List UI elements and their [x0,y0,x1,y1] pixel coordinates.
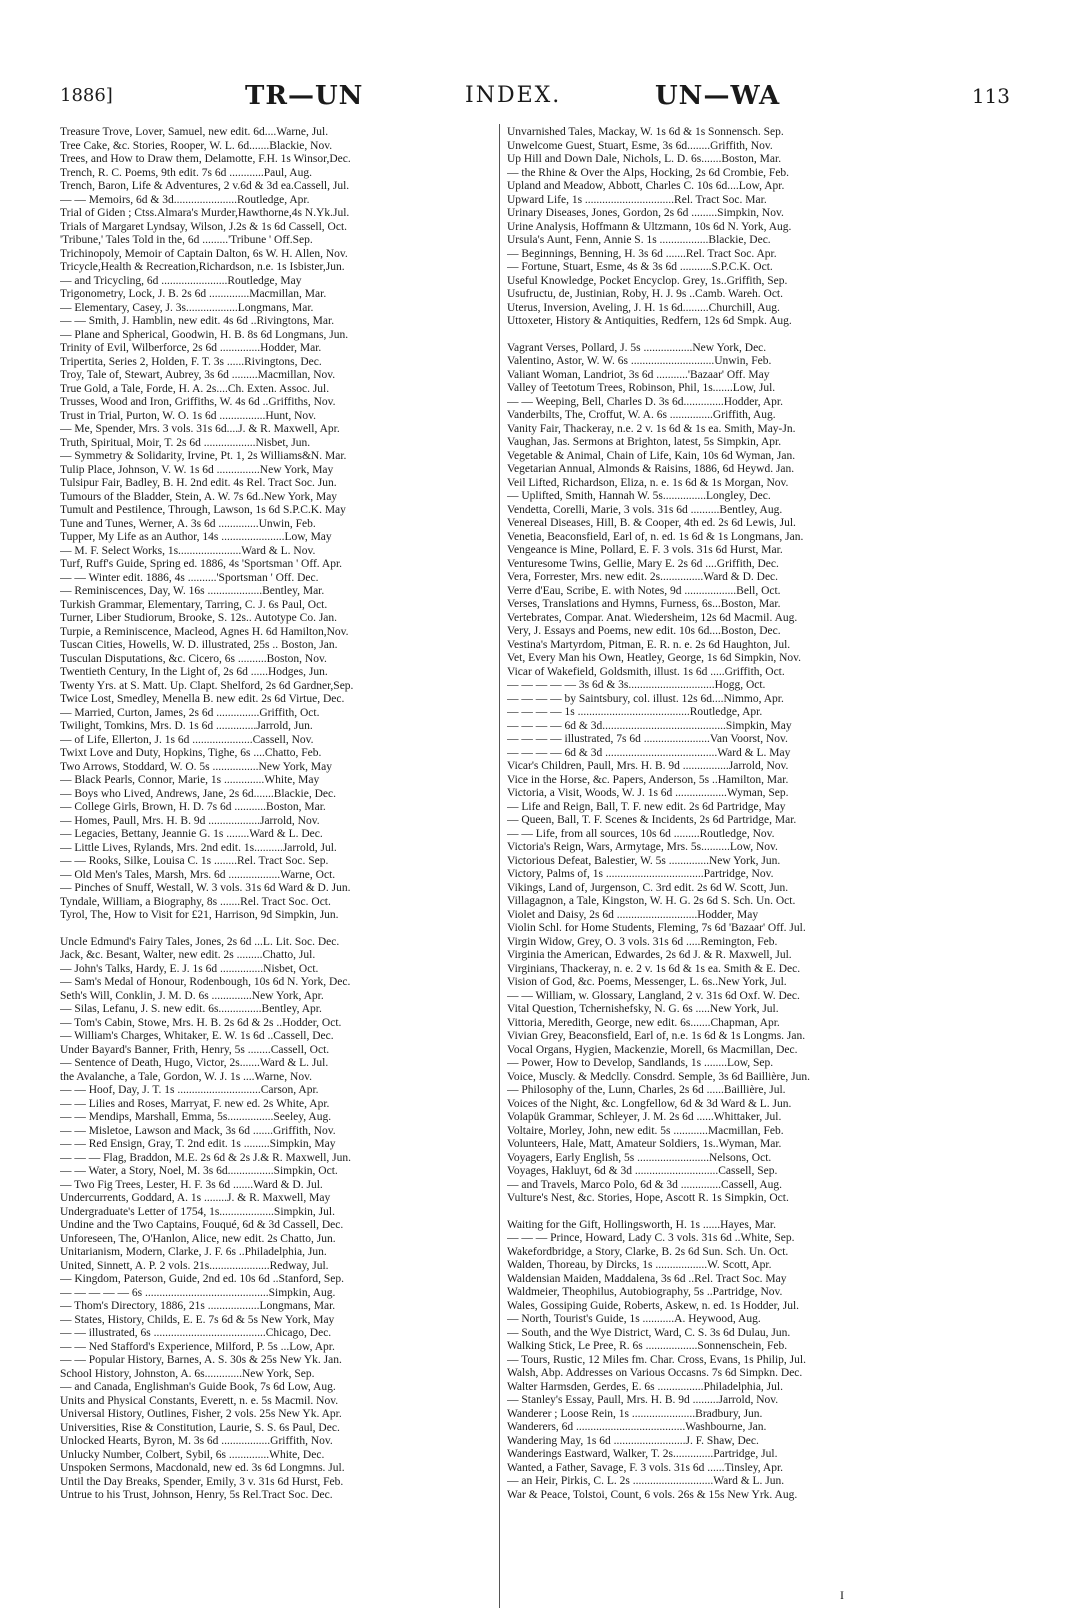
index-entry: Venetia, Beaconsfield, Earl of, n. ed. 1s 6d & 1s Longmans, Jan. [507,530,804,543]
index-entry: Tusculan Disputations, &c. Cicero, 6s ..........Boston, Nov. [60,652,327,665]
index-entry: Units and Physical Constants, Everett, n. e. 5s Macmil. Nov. [60,1394,339,1407]
index-entry: Voices of the Night, &c. Longfellow, 6d & 3d Ward & L. Jun. [507,1097,792,1110]
index-entry: — Me, Spender, Mrs. 3 vols. 31s 6d....J. & R. Maxwell, Apr. [60,423,340,435]
index-entry: Vaughan, Jas. Sermons at Brighton, latest, 5s Simpkin, Apr. [507,436,782,448]
index-entry: Walden, Thoreau, by Dircks, 1s ..................W. Scott, Apr. [507,1259,772,1271]
index-entry: Voyagers, Early English, 5s .........................Nelsons, Oct. [507,1151,772,1164]
index-entry: Uttoxeter, History & Antiquities, Redfern, 12s 6d Smpk. Aug. [507,315,792,327]
index-entry: Unspoken Sermons, Macdonald, new ed. 3s 6d Longmns. Jul. [60,1462,345,1474]
running-header [60,76,1010,116]
index-entry: School History, Johnston, A. 6s.............New York, Sep. [60,1367,315,1380]
index-entry: Volunteers, Hale, Matt, Amateur Soldiers, 1s..Wyman, Mar. [507,1138,782,1150]
index-entry: Vestina's Martyrdom, Pitman, E. R. n. e. 2s 6d Haughton, Jul. [507,638,791,651]
index-entry: Universities, Rise & Constitution, Laurie, S. S. 6s Paul, Dec. [60,1421,340,1434]
index-entry: Victorious Defeat, Balestier, W. 5s ..............New York, Jun. [507,854,781,867]
index-entry: — Sentence of Death, Hugo, Victor, 2s.......Ward & L. Jul. [60,1057,329,1069]
index-entry: — Philosophy of the, Lunn, Charles, 2s 6d ......Baillière, Jul. [507,1084,786,1096]
index-entry: — Life and Reign, Ball, T. F. new edit. 2s 6d Partridge, May [507,800,786,813]
index-entry: Trial of Giden ; Ctss.Almara's Murder,Hawthorne,4s N.Yk.Jul. [60,207,350,219]
index-entry: Walking Stick, Le Pree, R. 6s ..................Sonnenschein, Feb. [507,1340,788,1352]
index-entry: — Uplifted, Smith, Hannah W. 5s...............Longley, Dec. [507,490,771,502]
header-title: INDEX. [465,83,562,108]
index-entry: the Avalanche, a Tale, Gordon, W. J. 1s ....Warne, Nov. [60,1070,312,1083]
index-entry: Virginia the American, Edwardes, 2s 6d J. & R. Maxwell, Jul. [507,949,792,961]
index-entry: — Legacies, Bettany, Jeannie G. 1s ........Ward & L. Dec. [60,828,323,840]
index-entry: Vendetta, Corelli, Marie, 3 vols. 31s 6d ..........Bentley, Aug. [507,503,783,516]
index-entry: Walter Harmsden, Gerdes, E. 6s ................Philadelphia, Jul. [507,1380,783,1393]
index-entry: — — — Flag, Braddon, M.E. 2s 6d & 2s J.& R. Maxwell, Jun. [60,1151,352,1164]
index-entry: Vicar of Wakefield, Goldsmith, illust. 1s 6d .....Griffith, Oct. [507,665,785,678]
header-right-range: UN—WA [655,81,781,111]
index-entry: Until the Day Breaks, Spender, Emily, 3 v. 31s 6d Hurst, Feb. [60,1475,344,1488]
index-entry: Seth's Will, Conklin, J. M. D. 6s ..............New York, Apr. [60,989,324,1002]
index-entry: Tumult and Pestilence, Through, Lawson, 1s 6d S.P.C.K. May [60,504,346,516]
index-entry: Waiting for the Gift, Hollingsworth, H. 1s ......Hayes, Mar. [507,1218,776,1231]
index-entry: — — Winter edit. 1886, 4s ..........'Sportsman ' Off. Dec. [60,571,319,584]
index-entry: — Kingdom, Paterson, Guide, 2nd ed. 10s 6d ..Stanford, Sep. [60,1273,344,1285]
index-entry: — States, History, Childs, E. E. 7s 6d & 5s New York, May [60,1313,335,1326]
signature-mark: I [840,1588,844,1602]
index-entry: Valley of Teetotum Trees, Robinson, Phil, 1s.......Low, Jul. [507,382,776,394]
index-entry: — and Tricycling, 6d .......................Routledge, May [60,274,302,287]
index-entry: — John's Talks, Hardy, E. J. 1s 6d ...............Nisbet, Oct. [60,962,319,975]
index-entry: Twenty Yrs. at S. Matt. Up. Clapt. Shelford, 2s 6d Gardner,Sep. [60,679,354,692]
index-entry: Urinary Diseases, Jones, Gordon, 2s 6d .........Simpkin, Nov. [507,207,784,219]
index-entry: Wakefordbridge, a Story, Clarke, B. 2s 6d Sun. Sch. Un. Oct. [507,1245,789,1258]
column-divider [499,124,500,1608]
index-entry: Under Bayard's Banner, Frith, Henry, 5s ........Cassell, Oct. [60,1043,330,1056]
index-entry: — — Misletoe, Lawson and Mack, 3s 6d .......Griffith, Nov. [60,1124,336,1137]
index-entry: Trees, and How to Draw them, Delamotte, F.H. 1s Winsor,Dec. [60,153,351,165]
index-entry: Tuscan Cities, Howells, W. D. illustrated, 25s .. Boston, Jan. [60,639,338,651]
index-entry: Vegetable & Animal, Chain of Life, Kain, 10s 6d Wyman, Jan. [507,449,796,462]
section-gap [60,923,494,936]
index-entry: — — — — illustrated, 7s 6d .......................Van Voorst, Nov. [507,733,788,745]
index-entry: Wandering May, 1s 6d .........................J. F. Shaw, Dec. [507,1434,759,1447]
index-entry: Villagagnon, a Tale, Kingston, W. H. G. 2s 6d S. Sch. Un. Oct. [507,895,796,907]
index-entry: Tulip Place, Johnson, V. W. 1s 6d ...............New York, May [60,463,334,476]
index-entry: — Sam's Medal of Honour, Rodenbough, 10s 6d N. York, Dec. [60,976,351,988]
index-entry: — — Mendips, Marshall, Emma, 5s................Seeley, Aug. [60,1111,332,1123]
index-entry: — Tours, Rustic, 12 Miles fm. Char. Cross, Evans, 1s Philip, Jul. [507,1353,806,1366]
index-entry: — — Memoirs, 6d & 3d......................Routledge, Apr. [60,193,310,206]
index-entry: Useful Knowledge, Pocket Encyclop. Grey, 1s..Griffith, Sep. [507,274,788,287]
index-entry: Volapük Grammar, Schleyer, J. M. 2s 6d ......Whittaker, Jul. [507,1111,782,1123]
index-entry: — — Water, a Story, Noel, M. 3s 6d................Simpkin, Oct. [60,1165,338,1177]
index-entry: — and Travels, Marco Polo, 6d & 3d ..............Cassell, Aug. [507,1178,783,1191]
index-entry: — Boys who Lived, Andrews, Jane, 2s 6d.......Blackie, Dec. [60,787,336,800]
index-entry: — of Life, Ellerton, J. 1s 6d .....................Cassell, Nov. [60,733,314,746]
index-entry: Tupper, My Life as an Author, 14s ......................Low, May [60,531,332,543]
index-entry: Two Arrows, Stoddard, W. O. 5s ................New York, May [60,760,333,773]
section-gap [507,1206,941,1219]
index-entry: Unwelcome Guest, Stuart, Esme, 3s 6d........Griffith, Nov. [507,139,773,152]
index-entry: — Thom's Directory, 1886, 21s ..................Longmans, Mar. [60,1300,336,1312]
index-entry: Usufructu, de, Justinian, Roby, H. J. 9s ..Camb. Wareh. Oct. [507,288,783,300]
index-entry: Venturesome Twins, Gellie, Mary E. 2s 6d ....Griffith, Dec. [507,557,779,570]
index-entry: Waldmeier, Theophilus, Autobiography, 5s ..Partridge, Nov. [507,1286,783,1298]
page-number: 113 [971,84,1010,108]
header-left-range: TR—UN [245,81,364,111]
index-entry: Turner, Liber Studiorum, Brooke, S. 12s.. Autotype Co. Jan. [60,612,338,624]
index-entry: — — — — — 3s 6d & 3s..............................Hogg, Oct. [507,679,766,691]
index-entry: — Black Pearls, Connor, Marie, 1s ..............White, May [60,774,320,786]
index-entry: — Symmetry & Solidarity, Irvine, Pt. 1, 2s Williams&N. Mar. [60,450,347,462]
index-entry: Upward Life, 1s ...............................Rel. Tract Soc. Mar. [507,193,767,206]
index-entry: Veil Lifted, Richardson, Eliza, n. e. 1s 6d & 1s Morgan, Nov. [507,476,789,489]
index-entry: — an Heir, Pirkis, C. L. 2s ............................Ward & L. Jun. [507,1475,785,1487]
index-entry: Vivian Grey, Beaconsfield, Earl of, n.e. 1s 6d & 1s Longms. Jan. [507,1030,806,1042]
index-entry: — Fortune, Stuart, Esme, 4s & 3s 6d ...........S.P.C.K. Oct. [507,261,773,273]
index-entry: — the Rhine & Over the Alps, Hocking, 2s 6d Crombie, Feb. [507,166,790,179]
index-entry: Unlocked Hearts, Byron, M. 3s 6d .................Griffith, Nov. [60,1435,333,1447]
index-entry: Wanderer ; Loose Rein, 1s ......................Bradbury, Jun. [507,1407,763,1420]
index-entry: — M. F. Select Works, 1s......................Ward & L. Nov. [60,544,316,557]
index-entry: Trusses, Wood and Iron, Griffiths, W. 4s 6d ..Griffiths, Nov. [60,396,336,408]
index-entry: Twilight, Tomkins, Mrs. D. 1s 6d ..............Jarrold, Jun. [60,720,313,732]
index-entry: Treasure Trove, Lover, Samuel, new edit. 6d....Warne, Jul. [60,126,329,138]
index-entry: — Plane and Spherical, Goodwin, H. B. 8s 6d Longmans, Jun. [60,328,349,341]
index-entry: United, Sinnett, A. P. 2 vols. 21s.....................Redway, Jul. [60,1259,329,1272]
index-entry: Trials of Margaret Lyndsay, Wilson, J.2s & 1s 6d Cassell, Oct. [60,220,348,233]
index-entry: — Tom's Cabin, Stowe, Mrs. H. B. 2s 6d & 2s ..Hodder, Oct. [60,1016,342,1029]
index-entry: Tumours of the Bladder, Stein, A. W. 7s 6d..New York, May [60,490,338,503]
index-entry: Jack, &c. Besant, Walter, new edit. 2s .........Chatto, Jul. [60,949,316,961]
index-entry: Vanity Fair, Thackeray, n.e. 2 v. 1s 6d & 1s ea. Smith, May-Jn. [507,422,796,435]
index-entry: Truth, Spiritual, Moir, T. 2s 6d ..................Nisbet, Jun. [60,436,311,449]
index-entry: — — Ned Stafford's Experience, Milford, P. 5s ...Low, Apr. [60,1340,335,1353]
index-entry: Voltaire, Morley, John, new edit. 5s ............Macmillan, Feb. [507,1124,784,1137]
index-entry: — Reminiscences, Day, W. 16s ...................Bentley, Mar. [60,585,325,597]
index-entry: — William's Charges, Whitaker, E. W. 1s 6d ..Cassell, Dec. [60,1030,334,1042]
index-entry: Tricycle,Health & Recreation,Richardson, n.e. 1s Isbister,Jun. [60,261,345,273]
index-entry: — — illustrated, 6s .......................................Chicago, Dec. [60,1327,332,1339]
index-entry: Turf, Ruff's Guide, Spring ed. 1886, 4s 'Sportsman ' Off. Apr. [60,558,343,570]
index-entry: Unforeseen, The, O'Hanlon, Alice, new edit. 2s Chatto, Jun. [60,1232,336,1245]
index-entry: — Queen, Ball, T. F. Scenes & Incidents, 2s 6d Partridge, Mar. [507,814,797,826]
index-entry: Tune and Tunes, Werner, A. 3s 6d ..............Unwin, Feb. [60,517,316,530]
section-gap [507,329,941,342]
index-entry: Verses, Translations and Hymns, Furness, 6s...Boston, Mar. [507,598,781,610]
index-entry: Uterus, Inversion, Aveling, J. H. 1s 6d.........Churchill, Aug. [507,301,780,314]
index-entry: — — — — 6d & 3d .......................................Ward & L. May [507,746,791,759]
header-year: 1886] [60,85,113,106]
index-entry: Vengeance is Mine, Pollard, E. F. 3 vols. 31s 6d Hurst, Mar. [507,544,783,556]
index-entry: — — Life, from all sources, 10s 6d .........Routledge, Nov. [507,827,775,840]
index-entry: — — Weeping, Bell, Charles D. 3s 6d..............Hodder, Apr. [507,395,783,408]
index-entry: Untrue to his Trust, Johnson, Henry, 5s Rel.Tract Soc. Dec. [60,1489,333,1501]
index-entry: — College Girls, Brown, H. D. 7s 6d ...........Boston, Mar. [60,801,326,813]
index-entry: Vice in the Horse, &c. Papers, Anderson, 5s ..Hamilton, Mar. [507,773,789,786]
index-entry: Vision of God, &c. Poems, Messenger, L. 6s..New York, Jul. [507,976,787,988]
index-entry: Valentino, Astor, W. W. 6s .............................Unwin, Feb. [507,355,772,367]
index-entry: Tripertita, Series 2, Holden, F. T. 3s ......Rivingtons, Dec. [60,355,322,368]
index-entry: Vegetarian Annual, Almonds & Raisins, 1886, 6d Heywd. Jan. [507,463,795,475]
index-entry: Wales, Gossiping Guide, Roberts, Askew, n. ed. 1s Hodder, Jul. [507,1299,800,1312]
index-entry: Tulsipur Fair, Badley, B. H. 2nd edit. 4s Rel. Tract Soc. Jun. [60,477,337,489]
index-entry: Vet, Every Man his Own, Heatley, George, 1s 6d Simpkin, Nov. [507,652,802,664]
index-entry: Trigonometry, Lock, J. B. 2s 6d ..............Macmillan, Mar. [60,288,327,300]
index-entry: Trench, Baron, Life & Adventures, 2 v.6d & 3d ea.Cassell, Jul. [60,180,350,192]
index-entry: Trinity of Evil, Wilberforce, 2s 6d ..............Hodder, Mar. [60,342,322,354]
index-entry: — Pinches of Snuff, Westall, W. 3 vols. 31s 6d Ward & D. Jun. [60,882,351,894]
index-entry: Wanted, a Father, Savage, F. 3 vols. 31s 6d ......Tinsley, Apr. [507,1461,784,1474]
index-entry: — — — Prince, Howard, Lady C. 3 vols. 31s 6d ..White, Sep. [507,1232,795,1244]
index-entry: Universal History, Outlines, Fisher, 2 vols. 25s New Yk. Apr. [60,1408,342,1420]
index-entry: Vagrant Verses, Pollard, J. 5s .................New York, Dec. [507,341,767,354]
index-entry: Unvarnished Tales, Mackay, W. 1s 6d & 1s Sonnensch. Sep. [507,126,784,138]
right-index-column [507,126,941,1502]
index-entry: — Homes, Paull, Mrs. H. B. 9d ..................Jarrold, Nov. [60,814,320,827]
index-entry: Undine and the Two Captains, Fouqué, 6d & 3d Cassell, Dec. [60,1219,344,1231]
index-entry: Waldensian Maiden, Maddalena, 3s 6d ..Rel. Tract Soc. May [507,1272,787,1285]
index-entry: — — Hoof, Day, J. T. 1s .............................Carson, Apr. [60,1084,319,1096]
index-entry: Urine Analysis, Hoffmann & Ultzmann, 10s 6d N. York, Aug. [507,220,792,233]
index-entry: Wanderers, 6d ......................................Washbourne, Jan. [507,1421,767,1433]
index-entry: — North, Tourist's Guide, 1s ...........A. Heywood, Aug. [507,1313,761,1325]
index-entry: Trench, R. C. Poems, 9th edit. 7s 6d ............Paul, Aug. [60,166,312,179]
index-entry: Tree Cake, &c. Stories, Rooper, W. L. 6d.......Blackie, Nov. [60,139,333,152]
index-entry: — — — — 1s .......................................Routledge, Apr. [507,706,763,718]
index-entry: Voyages, Hakluyt, 6d & 3d .............................Cassell, Sep. [507,1165,778,1177]
index-entry: Vertebrates, Compar. Anat. Wiedersheim, 12s 6d Macmil. Aug. [507,611,798,624]
index-entry: Wanderings Eastward, Walker, T. 2s..............Partridge, Jul. [507,1448,778,1460]
index-entry: Virginians, Thackeray, n. e. 2 v. 1s 6d & 1s ea. Smith & E. Dec. [507,962,801,975]
index-entry: Victoria, a Visit, Woods, W. J. 1s 6d ..................Wyman, Sep. [507,787,789,799]
index-entry: Voice, Muscly. & Medclly. Consdrd. Semple, 3s 6d Baillière, Jun. [507,1070,811,1083]
index-entry: Vicar's Children, Paull, Mrs. H. B. 9d ................Jarrold, Nov. [507,760,789,772]
index-entry: Violet and Daisy, 2s 6d ............................Hodder, May [507,908,759,921]
index-entry: War & Peace, Tolstoi, Count, 6 vols. 26s & 15s New Yrk. Aug. [507,1488,798,1501]
index-entry: Unitarianism, Modern, Clarke, J. F. 6s ..Philadelphia, Jun. [60,1246,327,1258]
index-entry: — and Canada, Englishman's Guide Book, 7s 6d Low, Aug. [60,1381,336,1393]
index-entry: Vera, Forrester, Mrs. new edit. 2s...............Ward & D. Dec. [507,571,779,583]
index-entry: Violin Schl. for Home Students, Fleming, 7s 6d 'Bazaar' Off. Jul. [507,922,806,934]
index-entry: Uncle Edmund's Fairy Tales, Jones, 2s 6d ...L. Lit. Soc. Dec. [60,935,340,948]
index-entry: — — — — 6d & 3d...........................................Simpkin, May [507,719,792,732]
index-entry: Tyrol, The, How to Visit for £21, Harrison, 9d Simpkin, Jun. [60,909,339,921]
index-entry: — Two Fig Trees, Lester, H. F. 3s 6d .......Ward & D. Jul. [60,1178,323,1191]
index-entry: True Gold, a Tale, Forde, H. A. 2s....Ch. Exten. Assoc. Jul. [60,382,330,395]
index-entry: Virgin Widow, Grey, O. 3 vols. 31s 6d .....Remington, Feb. [507,935,778,948]
index-entry: Turkish Grammar, Elementary, Tarring, C. J. 6s Paul, Oct. [60,598,328,611]
index-entry: — — Popular History, Barnes, A. S. 30s & 25s New Yk. Jan. [60,1354,342,1366]
index-entry: Turpie, a Reminiscence, Macleod, Agnes H. 6d Hamilton,Nov. [60,625,349,638]
index-entry: Troy, Tale of, Stewart, Aubrey, 3s 6d .........Macmillan, Nov. [60,369,336,381]
index-entry: Upland and Meadow, Abbott, Charles C. 10s 6d....Low, Apr. [507,180,785,192]
index-entry: Twice Lost, Smedley, Menella B. new edit. 2s 6d Virtue, Dec. [60,693,345,705]
index-entry: Victoria's Reign, Wars, Armytage, Mrs. 5s..........Low, Nov. [507,841,778,853]
index-entry: — — Red Ensign, Gray, T. 2nd edit. 1s .........Simpkin, May [60,1138,336,1150]
index-entry: Vocal Organs, Hygien, Mackenzie, Morell, 6s Macmillan, Dec. [507,1043,798,1056]
index-entry: Vulture's Nest, &c. Stories, Hope, Ascott R. 1s Simpkin, Oct. [507,1192,789,1204]
index-entry: 'Tribune,' Tales Told in the, 6d .........'Tribune ' Off.Sep. [60,234,313,246]
index-entry: Very, J. Essays and Poems, new edit. 10s 6d....Boston, Dec. [507,625,781,637]
index-entry: — Power, How to Develop, Sandlands, 1s ........Low, Sep. [507,1057,774,1069]
index-entry: Vanderbilts, The, Croffut, W. A. 6s ...............Griffith, Aug. [507,409,776,421]
index-entry: Vittoria, Meredith, George, new edit. 6s.......Chapman, Apr. [507,1016,780,1029]
index-entry: Walsh, Abp. Addresses on Various Occasns. 7s 6d Simpkn. Dec. [507,1367,803,1379]
index-entry: — — — — — 6s ...........................................Simpkin, Aug. [60,1286,336,1299]
index-entry: Venereal Diseases, Hill, B. & Cooper, 4th ed. 2s 6d Lewis, Jul. [507,517,796,529]
index-entry: — — Rooks, Silke, Louisa C. 1s ........Rel. Tract Soc. Sep. [60,855,329,867]
index-entry: — Married, Curton, James, 2s 6d ...............Griffith, Oct. [60,706,320,719]
index-entry: — — William, w. Glossary, Langland, 2 v. 31s 6d Oxf. W. Dec. [507,989,800,1002]
index-entry: Tyndale, William, a Biography, 8s .......Rel. Tract Soc. Oct. [60,895,331,908]
index-entry: Trust in Trial, Purton, W. O. 1s 6d ................Hunt, Nov. [60,409,317,422]
index-entry: Unlucky Number, Colbert, Sybil, 6s ..............White, Dec. [60,1448,325,1461]
index-entry: Vital Question, Tchernishefsky, N. G. 6s .....New York, Jul. [507,1003,779,1015]
index-entry: Up Hill and Down Dale, Nichols, L. D. 6s.......Boston, Mar. [507,153,782,165]
index-entry: — Elementary, Casey, J. 3s..................Longmans, Mar. [60,301,314,314]
index-entry: Undergraduate's Letter of 1754, 1s...................Simpkin, Jul. [60,1205,335,1218]
index-entry: — Old Men's Tales, Marsh, Mrs. 6d ..................Warne, Oct. [60,868,336,881]
index-entry: Undercurrents, Goddard, A. 1s ........J. & R. Maxwell, May [60,1192,331,1204]
index-entry: Ursula's Aunt, Fenn, Annie S. 1s .................Blackie, Dec. [507,234,771,246]
index-entry: Valiant Woman, Landriot, 3s 6d ...........'Bazaar' Off. May [507,368,770,381]
index-entry: — Silas, Lefanu, J. S. new edit. 6s...............Bentley, Apr. [60,1003,322,1015]
index-entry: Twixt Love and Duty, Hopkins, Tighe, 6s ....Chatto, Feb. [60,747,322,759]
index-entry: Verre d'Eau, Scribe, E. with Notes, 9d ..................Bell, Oct. [507,584,781,597]
index-entry: — — Lilies and Roses, Marryat, F. new ed. 2s White, Apr. [60,1097,330,1110]
index-entry: — Beginnings, Benning, H. 3s 6d .......Rel. Tract Soc. Apr. [507,247,777,260]
index-entry: — South, and the Wye District, Ward, C. S. 3s 6d Dulau, Jun. [507,1326,791,1339]
index-entry: Twentieth Century, In the Light of, 2s 6d ......Hodges, Jun. [60,666,328,678]
left-index-column [60,126,494,1503]
index-entry: — — — — by Saintsbury, col. illust. 12s 6d....Nimmo, Apr. [507,692,784,705]
index-entry: Victory, Palms of, 1s ..................................Partridge, Nov. [507,868,774,880]
index-entry: — Stanley's Essay, Paull, Mrs. H. B. 9d .........Jarrold, Nov. [507,1394,779,1406]
index-entry: Vikings, Land of, Jurgenson, C. 3rd edit. 2s 6d W. Scott, Jun. [507,881,789,894]
index-entry: Trichinopoly, Memoir of Captain Dalton, 6s W. H. Allen, Nov. [60,247,348,260]
index-entry: — — Smith, J. Hamblin, new edit. 4s 6d ..Rivingtons, Mar. [60,315,335,327]
index-entry: — Little Lives, Rylands, Mrs. 2nd edit. 1s..........Jarrold, Jul. [60,841,337,854]
